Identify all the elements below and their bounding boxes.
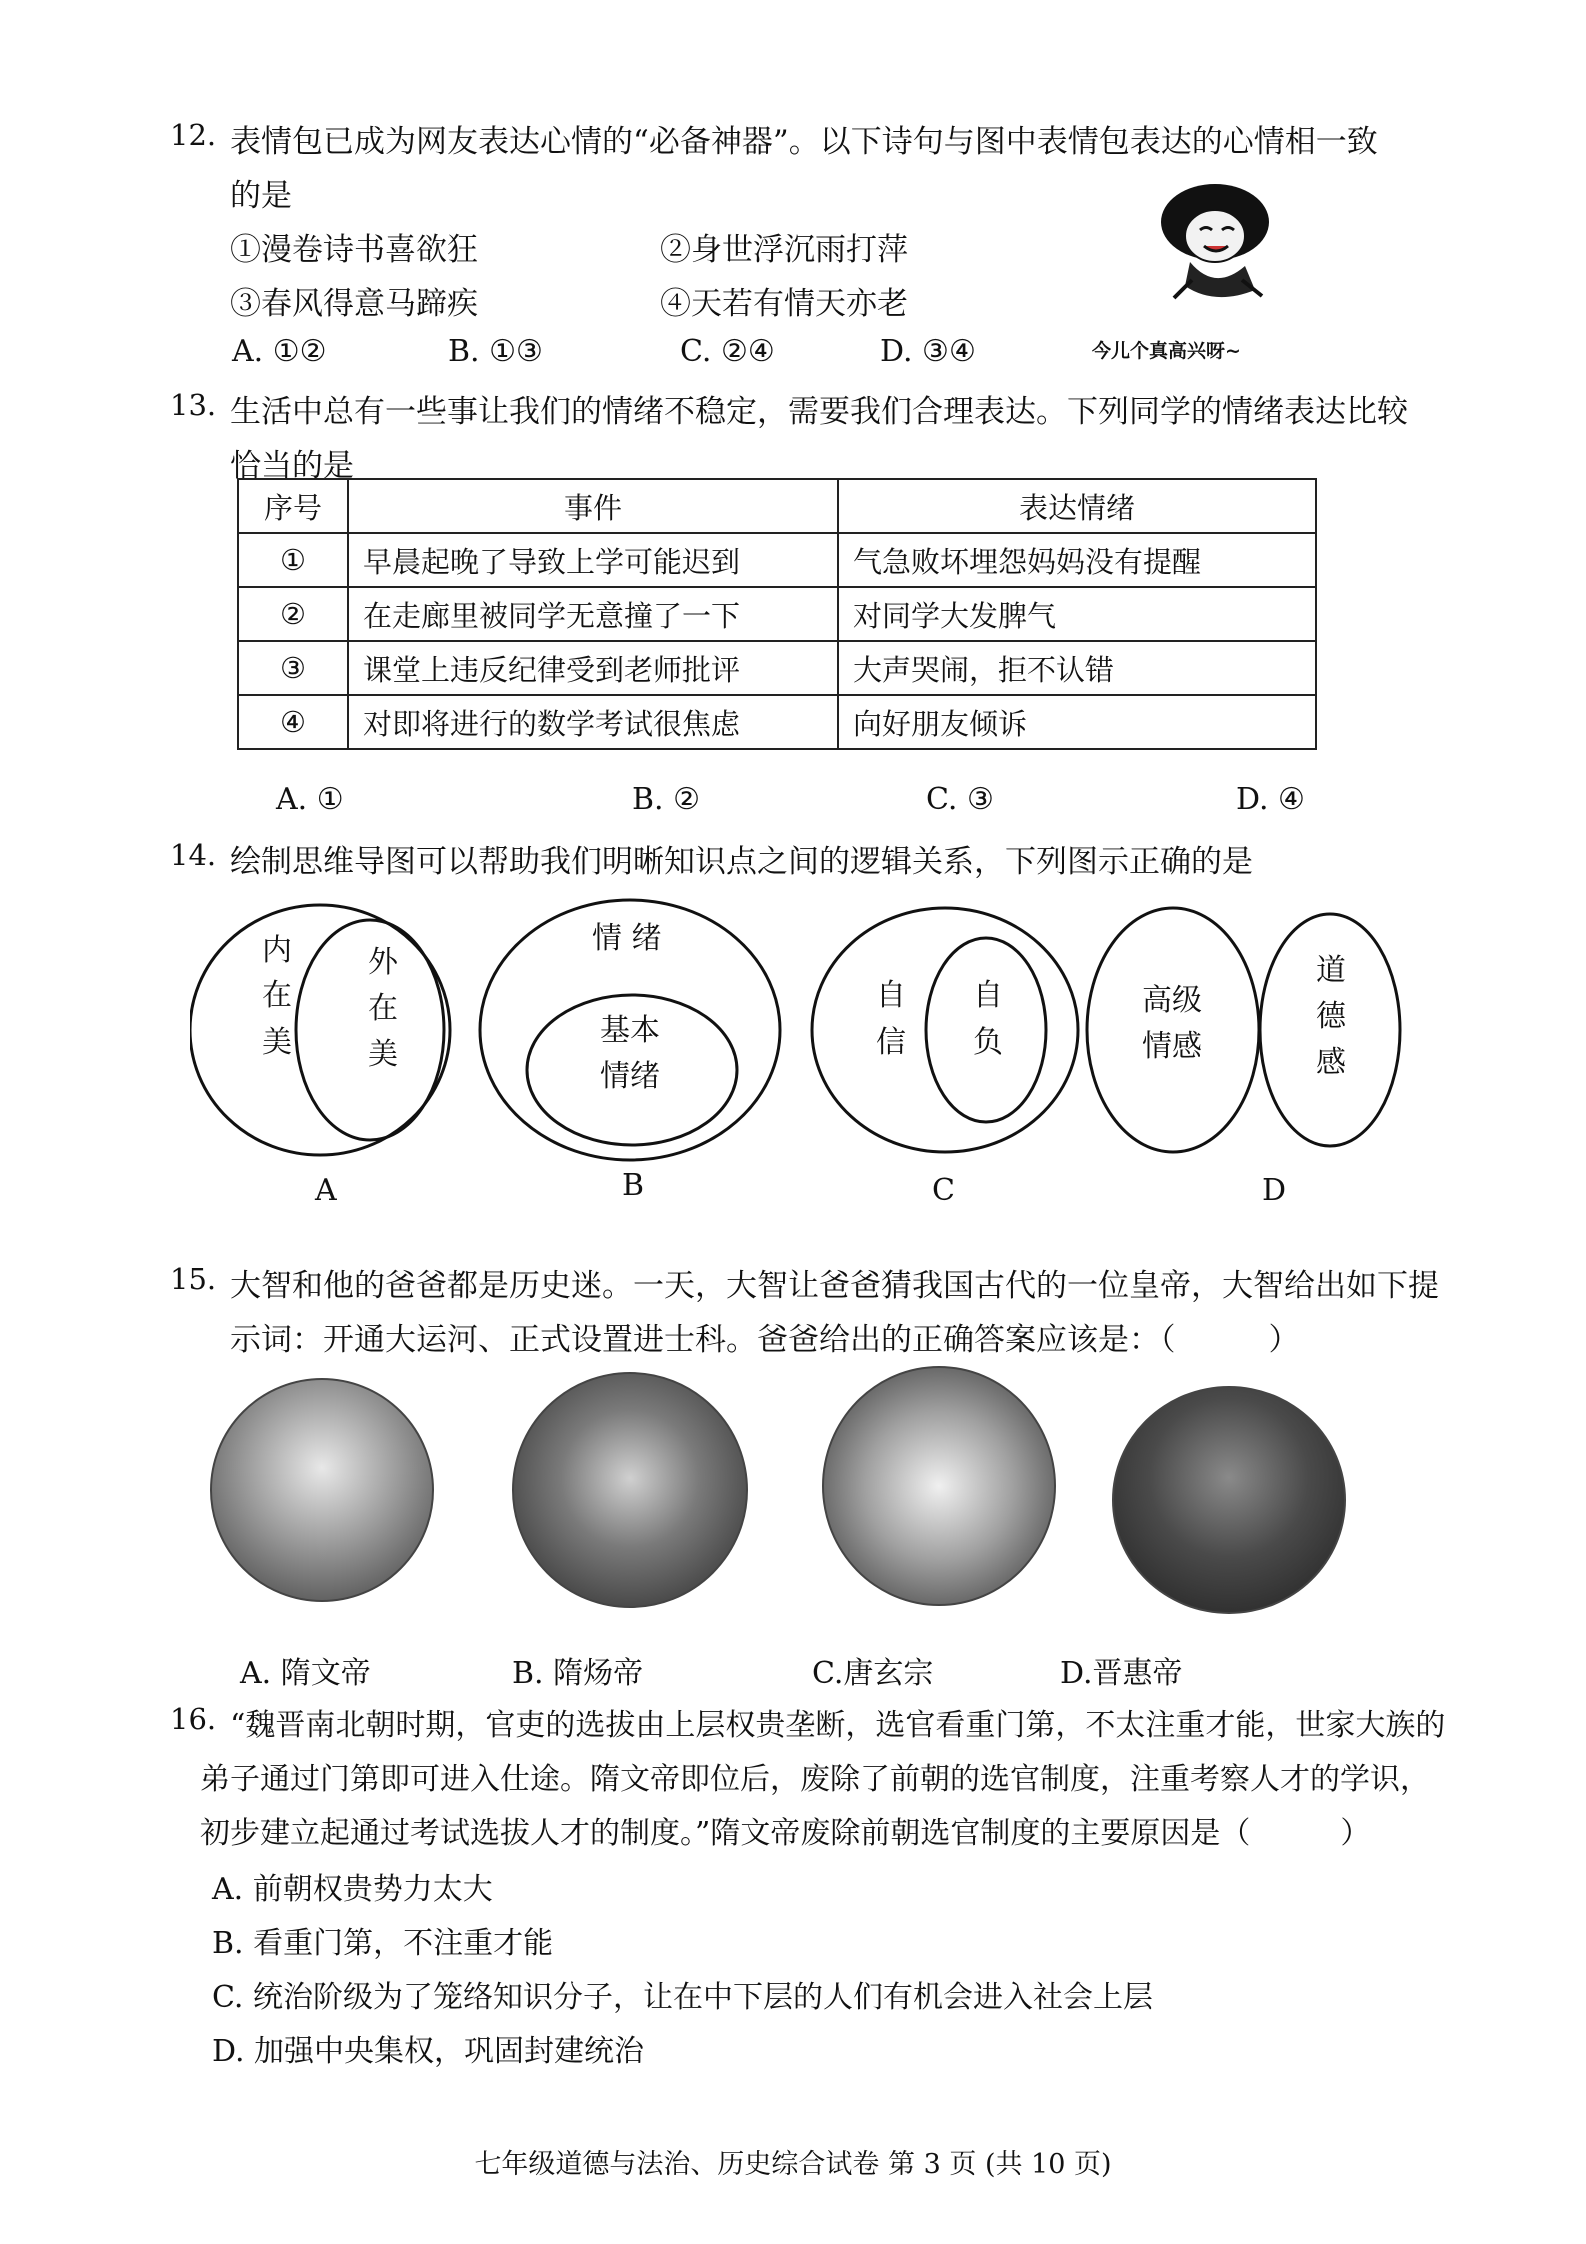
row-event: 课堂上违反纪律受到老师批评 bbox=[348, 641, 838, 695]
row-event: 在走廊里被同学无意撞了一下 bbox=[348, 587, 838, 641]
c-letter: C bbox=[932, 1173, 955, 1208]
d-letter: D bbox=[1262, 1173, 1287, 1208]
q13-option-d[interactable]: D. ④ bbox=[1236, 782, 1305, 817]
row-index: ④ bbox=[238, 695, 348, 749]
q15-stem-line2: 示词：开通大运河、正式设置进士科。爸爸给出的正确答案应该是：（ ） bbox=[230, 1322, 1300, 1358]
q16-number: 16. bbox=[170, 1702, 217, 1736]
q15-stem-line1: 大智和他的爸爸都是历史迷。一天，大智让爸爸猜我国古代的一位皇帝，大智给出如下提 bbox=[230, 1268, 1439, 1304]
d-right-2: 德 bbox=[1316, 999, 1346, 1034]
a-inner-2: 在 bbox=[368, 991, 398, 1026]
q14-stem: 绘制思维导图可以帮助我们明晰知识点之间的逻辑关系，下列图示正确的是 bbox=[230, 844, 1253, 880]
q16-option-b[interactable]: B. 看重门第，不注重才能 bbox=[212, 1926, 554, 1961]
d-right-3: 感 bbox=[1316, 1045, 1346, 1080]
q15-number: 15. bbox=[170, 1262, 217, 1296]
q12-stem-line2: 的是 bbox=[230, 178, 292, 214]
row-emotion: 气急败坏埋怨妈妈没有提醒 bbox=[838, 533, 1316, 587]
header-emotion: 表达情绪 bbox=[838, 479, 1316, 533]
q16-stem-line1: “魏晋南北朝时期，官吏的选拔由上层权贵垄断，选官看重门第，不太注重才能，世家大族的 bbox=[230, 1708, 1446, 1743]
portrait-d-image bbox=[1112, 1386, 1346, 1614]
q13-number: 13. bbox=[170, 388, 217, 422]
a-inner-1: 外 bbox=[368, 945, 398, 980]
q16-option-d[interactable]: D. 加强中央集权，巩固封建统治 bbox=[212, 2034, 645, 2069]
q12-stem-line1: 表情包已成为网友表达心情的“必备神器”。以下诗句与图中表情包表达的心情相一致 bbox=[230, 124, 1378, 160]
q13-option-c[interactable]: C. ③ bbox=[926, 782, 994, 817]
q13-option-a[interactable]: A. ① bbox=[276, 782, 344, 817]
emotion-table bbox=[237, 478, 1317, 750]
row-index: ① bbox=[238, 533, 348, 587]
q16-stem-line3: 初步建立起通过考试选拔人才的制度。”隋文帝废除前朝选官制度的主要原因是（ ） bbox=[200, 1816, 1371, 1851]
meme-caption: 今儿个真高兴呀~ bbox=[1092, 340, 1241, 362]
q13-stem-line2: 恰当的是 bbox=[230, 448, 354, 484]
q12-item-1: ①漫卷诗书喜欲狂 bbox=[230, 232, 478, 268]
header-event: 事件 bbox=[348, 479, 838, 533]
row-emotion: 向好朋友倾诉 bbox=[838, 695, 1316, 749]
d-left-2: 情感 bbox=[1142, 1029, 1202, 1064]
c-inner-1: 自 bbox=[973, 978, 1003, 1013]
q12-option-b[interactable]: B. ①③ bbox=[448, 334, 543, 369]
portrait-a-image bbox=[210, 1378, 434, 1602]
diagram-d[interactable] bbox=[1087, 908, 1400, 1208]
q12-option-c[interactable]: C. ②④ bbox=[680, 334, 775, 369]
q12-option-d[interactable]: D. ③④ bbox=[880, 334, 976, 369]
meme-emoji-image bbox=[1130, 180, 1310, 320]
table-row bbox=[238, 587, 1316, 641]
q15-option-c[interactable]: C.唐玄宗 bbox=[812, 1656, 934, 1691]
q13-stem-line1: 生活中总有一些事让我们的情绪不稳定，需要我们合理表达。下列同学的情绪表达比较 bbox=[230, 394, 1408, 430]
q14-number: 14. bbox=[170, 838, 217, 872]
a-outer-3: 美 bbox=[262, 1025, 292, 1060]
b-inner-1: 基本 bbox=[600, 1013, 660, 1048]
a-outer-1: 内 bbox=[262, 933, 292, 968]
q12-number: 12. bbox=[170, 118, 217, 152]
q16-option-a[interactable]: A. 前朝权贵势力太大 bbox=[212, 1872, 493, 1907]
a-letter: A bbox=[315, 1173, 337, 1208]
b-letter: B bbox=[622, 1168, 645, 1203]
row-index: ③ bbox=[238, 641, 348, 695]
q15-option-a[interactable]: A. 隋文帝 bbox=[240, 1656, 371, 1691]
diagram-b[interactable] bbox=[480, 900, 780, 1203]
a-inner-3: 美 bbox=[368, 1037, 398, 1072]
b-inner-2: 情绪 bbox=[600, 1059, 660, 1094]
row-event: 早晨起晚了导致上学可能迟到 bbox=[348, 533, 838, 587]
venn-diagrams bbox=[190, 880, 1430, 1220]
row-emotion: 对同学大发脾气 bbox=[838, 587, 1316, 641]
diagram-c[interactable] bbox=[812, 908, 1078, 1208]
c-outer-1: 自 bbox=[876, 978, 906, 1013]
a-outer-2: 在 bbox=[262, 978, 292, 1013]
q15-option-b[interactable]: B. 隋炀帝 bbox=[512, 1656, 644, 1691]
q16-stem-line2: 弟子通过门第即可进入仕途。隋文帝即位后，废除了前朝的选官制度，注重考察人才的学识， bbox=[200, 1762, 1430, 1797]
c-inner-2: 负 bbox=[973, 1025, 1003, 1060]
q16-option-c[interactable]: C. 统治阶级为了笼络知识分子，让在中下层的人们有机会进入社会上层 bbox=[212, 1980, 1153, 2015]
q12-item-3: ③春风得意马蹄疾 bbox=[230, 286, 478, 322]
b-outer-label: 情 绪 bbox=[592, 921, 662, 956]
row-index: ② bbox=[238, 587, 348, 641]
q12-option-a[interactable]: A. ①② bbox=[232, 334, 327, 369]
page-footer: 七年级道德与法治、历史综合试卷 第 3 页 (共 10 页) bbox=[474, 2149, 1112, 2180]
c-outer-2: 信 bbox=[876, 1025, 906, 1060]
row-event: 对即将进行的数学考试很焦虑 bbox=[348, 695, 838, 749]
table-row bbox=[238, 533, 1316, 587]
header-index: 序号 bbox=[238, 479, 348, 533]
table-row bbox=[238, 695, 1316, 749]
d-right-1: 道 bbox=[1316, 953, 1346, 988]
diagram-a[interactable] bbox=[190, 905, 450, 1208]
table-row bbox=[238, 641, 1316, 695]
portrait-c-image bbox=[822, 1366, 1056, 1606]
d-left-1: 高级 bbox=[1142, 983, 1202, 1018]
q12-item-2: ②身世浮沉雨打萍 bbox=[660, 232, 908, 268]
portrait-b-image bbox=[512, 1372, 748, 1608]
table-header-row bbox=[238, 479, 1316, 533]
q12-item-4: ④天若有情天亦老 bbox=[660, 286, 908, 322]
q15-option-d[interactable]: D.晋惠帝 bbox=[1060, 1656, 1183, 1691]
q13-option-b[interactable]: B. ② bbox=[632, 782, 701, 817]
row-emotion: 大声哭闹，拒不认错 bbox=[838, 641, 1316, 695]
